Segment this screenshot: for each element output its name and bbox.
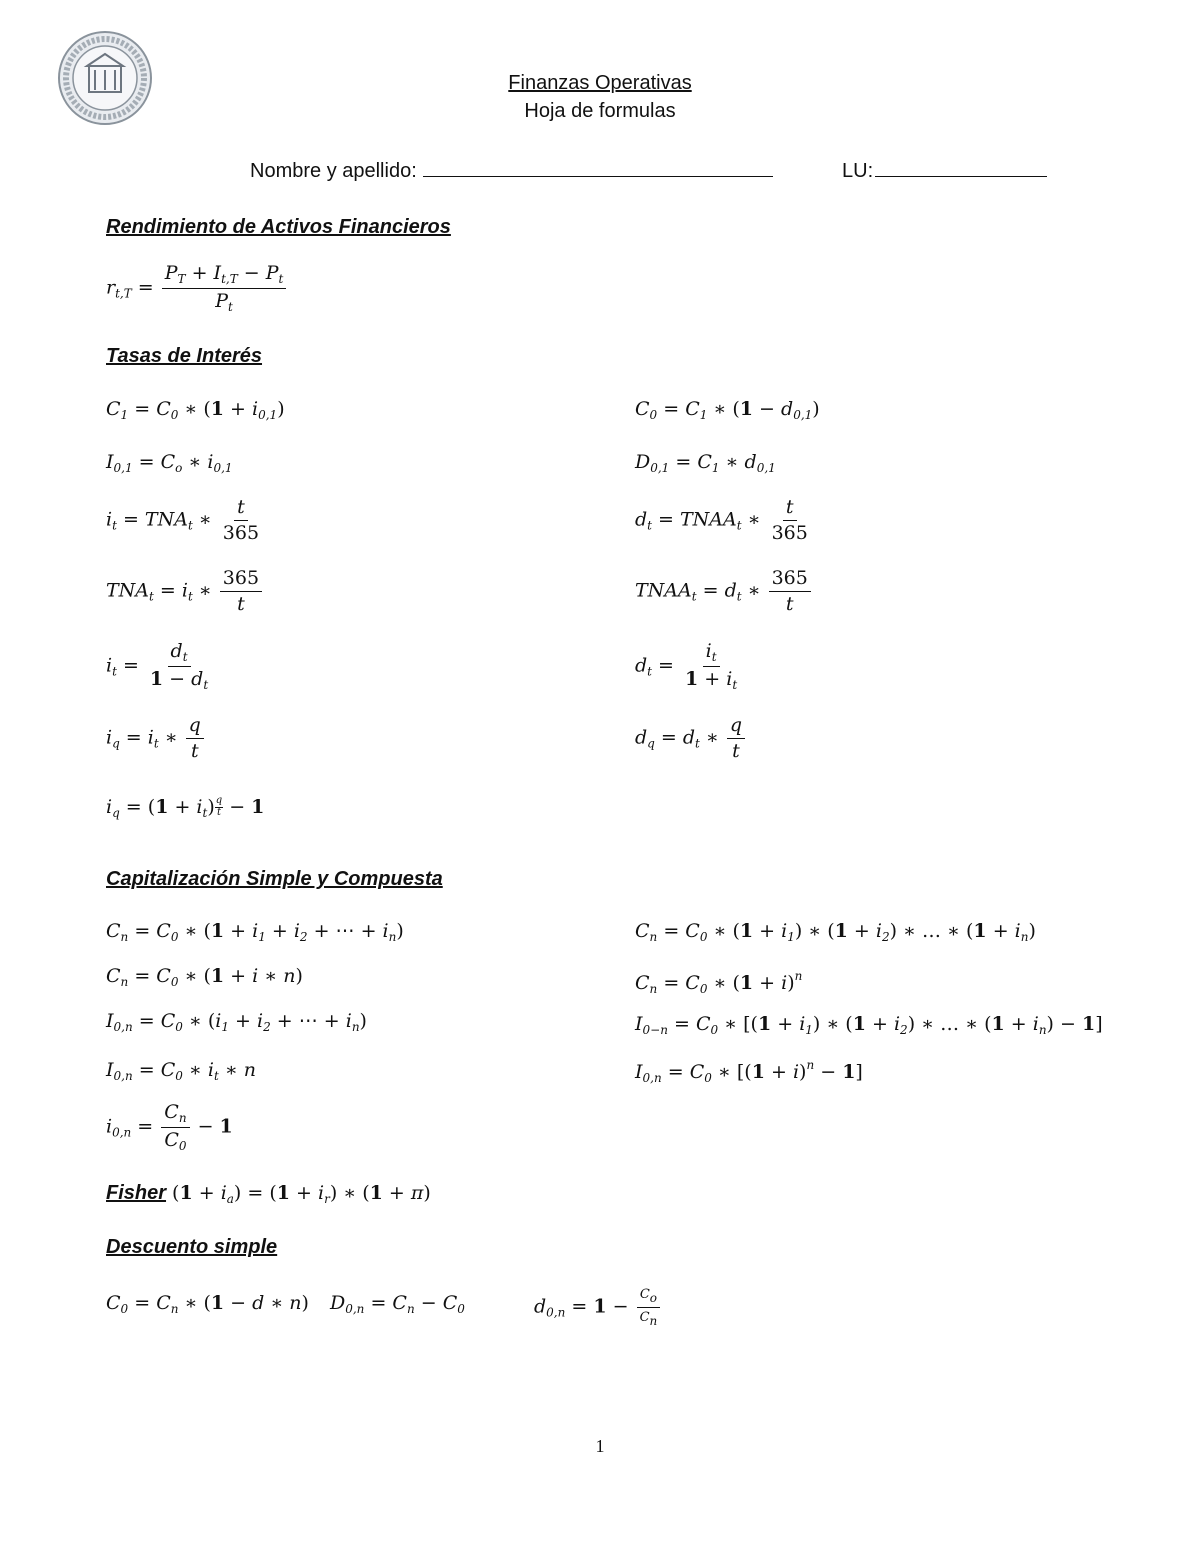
formula-interes-compuesto-variable: $I_{0-n} = C_0$ ∗ [$(1 + i_1)$ ∗ $(1 + i_2)$ ∗ … ∗ $(1 + i_n) - 1$]	[635, 1013, 1103, 1037]
lu-blank-line[interactable]	[875, 158, 1047, 177]
formula-fisher: Fisher $(1 + i_a) = (1 + i_r)$ ∗ (1 + π)	[106, 1182, 431, 1206]
formula-iq-proporcional: $i_q = i_t$ ∗ $\frac{q}{t}$	[106, 716, 206, 761]
formula-tnaa: $TNAA_t = d_t$ ∗ $\frac{365}{t}$	[635, 569, 813, 614]
formula-tasa-efectiva: $i_t = TNA_t$ ∗ $\frac{t}{365}$	[106, 496, 260, 544]
section-heading-fisher: Fisher	[106, 1182, 167, 1204]
formula-iq-equivalente: $i_q = (1 + i_t)$ $\frac{q}{t}$ − 1	[106, 795, 265, 820]
formula-c0-descuento: $C_0 = C_n$ ∗ (1 − d ∗ n)	[106, 1292, 309, 1316]
section-heading-rendimiento: Rendimiento de Activos Financieros	[106, 216, 451, 238]
formula-tasa-descuento-periodo: $d_{0,n} = 1$ − $\frac{C_o}{C_n}$	[534, 1288, 662, 1327]
formula-interes: $I_{0,1} = C_o$ ∗ $i_{0,1}$	[106, 451, 233, 475]
lu-label: LU:	[842, 160, 874, 182]
formula-cn-compuesta: $C_n = C_0$ ∗ $(1 + i)^n$	[635, 969, 803, 996]
formula-rendimiento: $r_{t,T}$ = $\frac{P_T + I_{t,T} - P_t}{P_t}$	[106, 264, 288, 313]
formula-i-desde-d: $i_t$ = $\frac{d_t}{1 - d_t}$	[106, 640, 209, 692]
document-subtitle: Hoja de formulas	[524, 100, 676, 122]
page-number: 1	[595, 1436, 605, 1456]
name-field-row	[250, 158, 773, 183]
formula-interes-compuesto: $I_{0,n} = C_0$ ∗ $[(1 + i)^n - 1]$	[635, 1058, 863, 1085]
formula-d-desde-i: $d_t$ = $\frac{i_t}{1 + i_t}$	[635, 640, 738, 692]
name-label: Nombre y apellido:	[250, 160, 417, 182]
section-heading-capitalizacion: Capitalización Simple y Compuesta	[106, 868, 443, 890]
formula-d0n-descuento: $D_{0,n} = C_n - C_0$	[330, 1292, 465, 1316]
formula-dq-proporcional: $d_q = d_t$ ∗ $\frac{q}{t}$	[635, 716, 747, 761]
formula-tna: $TNA_t = i_t$ ∗ $\frac{365}{t}$	[106, 569, 264, 614]
formula-capital-inicial: $C_0 = C_1$ ∗ $(1 - d_{0,1})$	[635, 398, 820, 422]
formula-interes-simple: $I_{0,n} = C_0$ ∗ $i_t$ ∗ n	[106, 1059, 257, 1083]
document-title: Finanzas Operativas	[508, 72, 692, 94]
formula-descuento: $D_{0,1} = C_1$ ∗ $d_{0,1}$	[635, 451, 776, 475]
name-blank-line[interactable]	[423, 158, 773, 177]
formula-tasa-periodo: $i_{0,n}$ = $\frac{C_n}{C_0}$ − 1	[106, 1101, 233, 1153]
formula-tasa-descuento: $d_t$ = $TNAA_t$ ∗ $\frac{t}{365}$	[635, 496, 808, 544]
formula-cn-simple: $C_n = C_0$ ∗ (1 + i ∗ n)	[106, 965, 303, 989]
formula-interes-simple-variable: $I_{0,n} = C_0$ ∗ ($i_1 + i_2$ + ⋯ + $i_n$)	[106, 1010, 367, 1034]
section-heading-descuento: Descuento simple	[106, 1236, 278, 1258]
formula-cn-compuesta-variable: $C_n = C_0$ ∗ $(1 + i_1)$ ∗ $(1 + i_2)$ ∗ … ∗ $(1 + i_n)$	[635, 920, 1036, 944]
section-heading-tasas: Tasas de Interés	[106, 345, 263, 367]
lu-field-row	[842, 158, 1047, 183]
formula-capital-final: $C_1 = C_0$ ∗ $(1 + i_{0,1})$	[106, 398, 285, 422]
formula-cn-simple-variable: $C_n = C_0$ ∗ ($1 + i_1 + i_2$ + ⋯ + $i_n$)	[106, 920, 404, 944]
